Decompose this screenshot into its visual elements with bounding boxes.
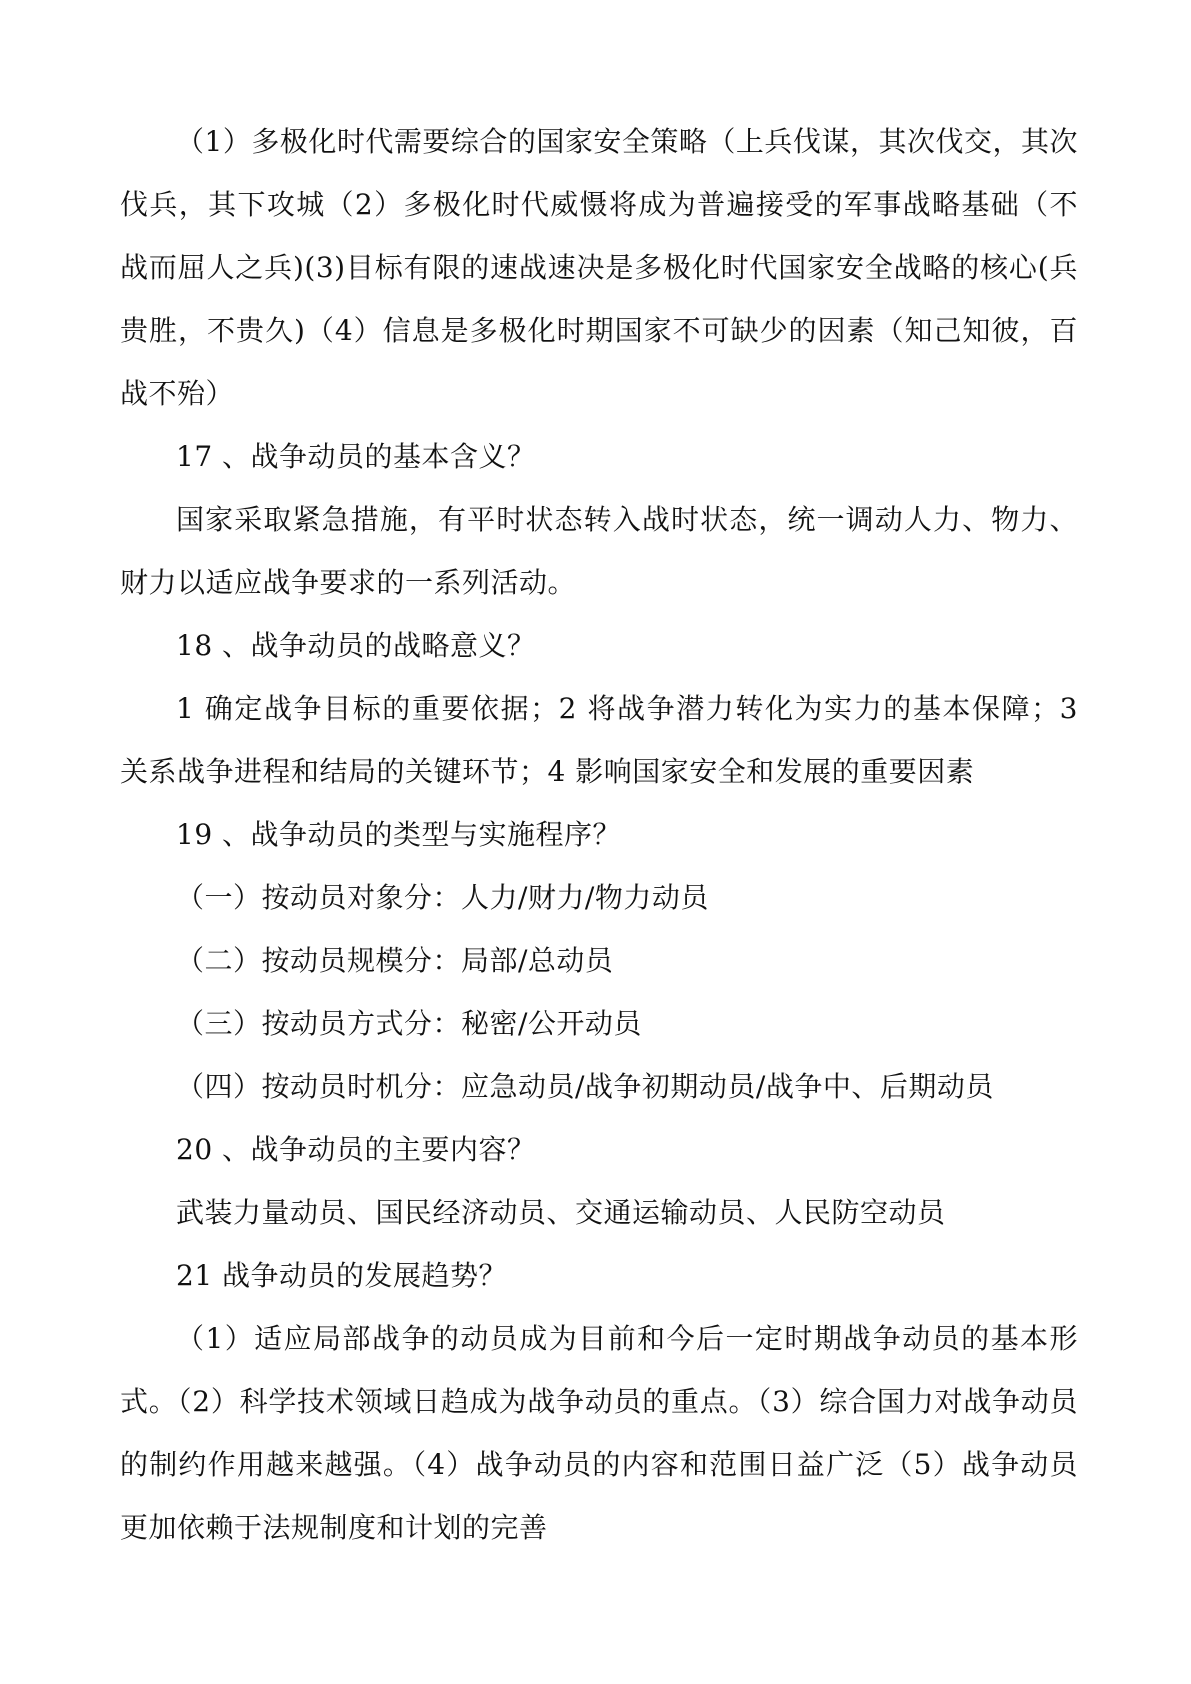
answer-18-paragraph: 1 确定战争目标的重要依据；2 将战争潜力转化为实力的基本保障；3 关系战争进程和结局的关键环节；4 影响国家安全和发展的重要因素 bbox=[120, 692, 1078, 788]
answer-21-paragraph: （1）适应局部战争的动员成为目前和今后一定时期战争动员的基本形式。（2）科学技术领域日趋成为战争动员的重点。（3）综合国力对战争动员的制约作用越来越强。（4）战争动员的内容和范围日益广泛（5）战争动员更加依赖于法规制度和计划的完善 bbox=[120, 1322, 1078, 1544]
question-19-heading: 19 、战争动员的类型与实施程序？ bbox=[176, 818, 622, 851]
document-body bbox=[120, 110, 1078, 1559]
question-20-heading: 20 、战争动员的主要内容？ bbox=[176, 1133, 536, 1166]
question-18-heading: 18 、战争动员的战略意义？ bbox=[176, 629, 536, 662]
answer-19-item-3: （三）按动员方式分：秘密/公开动员 bbox=[176, 1007, 642, 1040]
question-21-heading: 21 战争动员的发展趋势？ bbox=[176, 1259, 508, 1292]
answer-19-item-4: （四）按动员时机分：应急动员/战争初期动员/战争中、后期动员 bbox=[176, 1070, 994, 1103]
answer-20-paragraph: 武装力量动员、国民经济动员、交通运输动员、人民防空动员 bbox=[176, 1196, 946, 1229]
answer-19-item-1: （一）按动员对象分：人力/财力/物力动员 bbox=[176, 881, 709, 914]
answer-17-paragraph: 国家采取紧急措施，有平时状态转入战时状态，统一调动人力、物力、财力以适应战争要求的一系列活动。 bbox=[120, 503, 1078, 599]
answer-19-item-2: （二）按动员规模分：局部/总动员 bbox=[176, 944, 614, 977]
question-17-heading: 17 、战争动员的基本含义？ bbox=[176, 440, 536, 473]
paragraph-security-strategy: （1）多极化时代需要综合的国家安全策略（上兵伐谋，其次伐交，其次伐兵，其下攻城（2）多极化时代威慑将成为普遍接受的军事战略基础（不战而屈人之兵)(3)目标有限的速战速决是多极化时代国家安全战略的核心(兵贵胜，不贵久)（4）信息是多极化时期国家不可缺少的因素（知己知彼，百战不殆） bbox=[120, 125, 1078, 410]
